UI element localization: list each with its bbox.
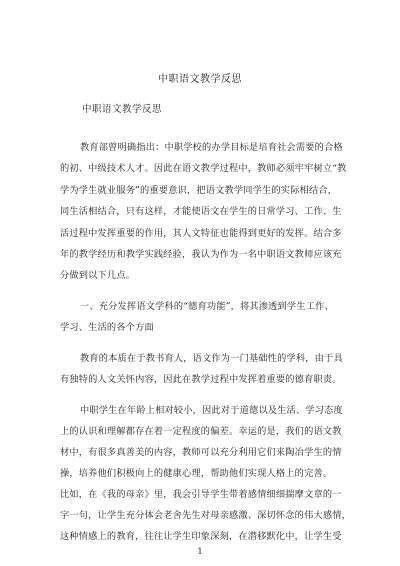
paragraph-line: 中职学生在年龄上相对较小，因此对于道德以及生活、学习态度 bbox=[80, 405, 343, 416]
paragraph-line: 的初、中级技术人才。因此在语文教学过程中，教师必须牢牢树立“教 bbox=[60, 163, 347, 174]
paragraph-line: 教育部曾明确指出：中职学校的办学目标是培育社会需要的合格 bbox=[80, 142, 343, 153]
paragraph-line: 学为学生就业服务”的重要意识，把语文教学同学生的实际相结合， bbox=[60, 185, 338, 196]
paragraph-line: 活过程中发挥重要的作用，其人文特征也能得到更好的发挥。结合多 bbox=[60, 228, 342, 239]
paragraph-line: 字一句，让学生充分体会老舍先生对母亲感激、深切怀念的伟大感情， bbox=[60, 510, 352, 521]
document-subtitle: 中职语文教学反思 bbox=[82, 104, 163, 115]
paragraph-line: 有独特的人文关怀内容，因此在教学过程中发挥着重要的德育职责。 bbox=[60, 374, 342, 385]
paragraph-line: 分做到以下几点。 bbox=[60, 270, 136, 281]
paragraph-line: 比如，在《我的母亲》里，我会引导学生带着感情细细揣摩文章的一 bbox=[60, 489, 342, 500]
paragraph-line: 上的认识和理解都存在着一定程度的偏差。幸运的是，我们的语文教 bbox=[60, 426, 342, 437]
paragraph-line: 这种情感上的教育，往往让学生印象深刻，在潜移默化中，让学生受 bbox=[60, 531, 342, 542]
paragraph-line: 教育的本质在于教书育人，语文作为一门基础性的学科，由于具 bbox=[80, 353, 343, 364]
section-heading-line: 一、充分发挥语文学科的“德育功能”，将其渗透到学生工作、 bbox=[80, 301, 334, 312]
paragraph-line: 同生活相结合，只有这样，才能使语文在学生的日常学习、工作、生 bbox=[60, 206, 342, 217]
paragraph-line: 操，培养他们积极向上的健康心理，帮助他们实现人格上的完善。 bbox=[60, 468, 333, 479]
paragraph-line: 年的教学经历和教学实践经验，我认为作为一名中职语文教师应该充 bbox=[60, 249, 342, 260]
paragraph-line: 材中，有很多真善美的内容，教师可以充分利用它们来陶冶学生的情 bbox=[60, 447, 342, 458]
page-number: 1 bbox=[197, 547, 203, 556]
section-heading-line: 学习、生活的各个方面 bbox=[60, 322, 154, 333]
document-title: 中职语文教学反思 bbox=[158, 74, 242, 85]
